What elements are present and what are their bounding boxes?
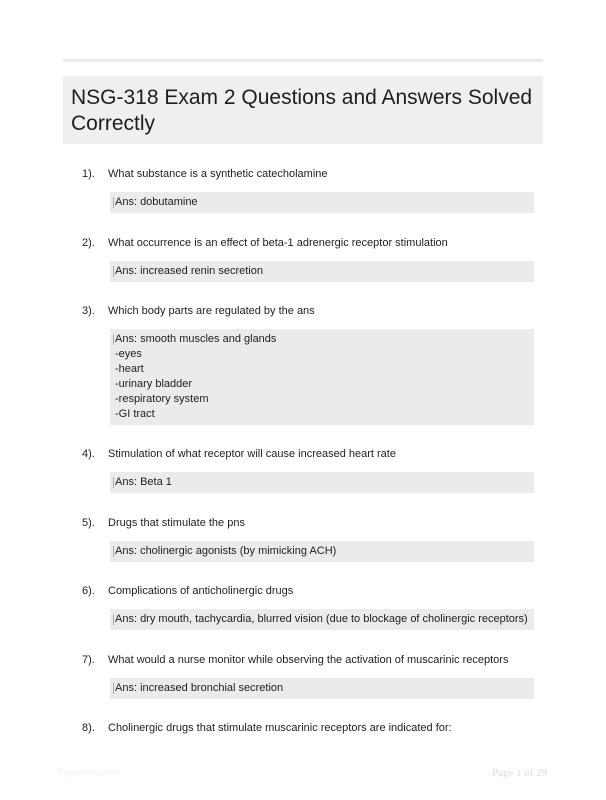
question-text: What occurrence is an effect of beta-1 adrenergic receptor stimulation bbox=[108, 237, 448, 249]
answer-line: Ans: increased bronchial secretion bbox=[115, 682, 284, 694]
answer-line: Ans: dobutamine bbox=[115, 196, 198, 208]
question-text: Complications of anticholinergic drugs bbox=[108, 585, 294, 597]
question-text: Cholinergic drugs that stimulate muscarinic receptors are indicated for: bbox=[108, 722, 452, 734]
question-text: What substance is a synthetic catecholamine bbox=[108, 168, 328, 180]
answer-line: -heart bbox=[115, 363, 144, 375]
question-text: Drugs that stimulate the pns bbox=[108, 517, 245, 529]
answer-line: Ans: increased renin secretion bbox=[115, 265, 263, 277]
question-number: 2). bbox=[82, 237, 95, 249]
document-title: NSG-318 Exam 2 Questions and Answers Solved Correctly bbox=[71, 86, 533, 135]
question-text: Which body parts are regulated by the ans bbox=[108, 305, 315, 317]
question-number: 1). bbox=[82, 168, 95, 180]
answer-box bbox=[110, 609, 534, 630]
answer-line: -eyes bbox=[115, 348, 142, 360]
question-number: 4). bbox=[82, 448, 95, 460]
question-number: 8). bbox=[82, 722, 95, 734]
answer-line: -GI tract bbox=[115, 408, 155, 420]
page-number: Page 1 of 29 bbox=[492, 767, 548, 779]
answer-line: Ans: cholinergic agonists (by mimicking ACH) bbox=[115, 545, 337, 557]
answer-line: Ans: Beta 1 bbox=[115, 476, 172, 488]
answer-box bbox=[110, 541, 534, 562]
answer-box bbox=[110, 329, 534, 425]
question-text: What would a nurse monitor while observing the activation of muscarinic receptors bbox=[108, 654, 509, 666]
question-number: 7). bbox=[82, 654, 95, 666]
question-text: Stimulation of what receptor will cause increased heart rate bbox=[108, 448, 396, 460]
answer-line: -respiratory system bbox=[115, 393, 209, 405]
answer-box bbox=[110, 192, 534, 213]
answer-box bbox=[110, 678, 534, 699]
answer-box bbox=[110, 261, 534, 282]
footer-watermark: Paperfolio.com bbox=[58, 767, 120, 778]
question-number: 6). bbox=[82, 585, 95, 597]
question-number: 3). bbox=[82, 305, 95, 317]
top-divider bbox=[63, 59, 543, 62]
answer-line: -urinary bladder bbox=[115, 378, 193, 390]
answer-line: Ans: smooth muscles and glands bbox=[115, 333, 277, 345]
question-number: 5). bbox=[82, 517, 95, 529]
answer-box bbox=[110, 472, 534, 493]
title-banner bbox=[63, 76, 543, 144]
answer-line: Ans: dry mouth, tachycardia, blurred vision (due to blockage of cholinergic receptors) bbox=[115, 613, 528, 625]
